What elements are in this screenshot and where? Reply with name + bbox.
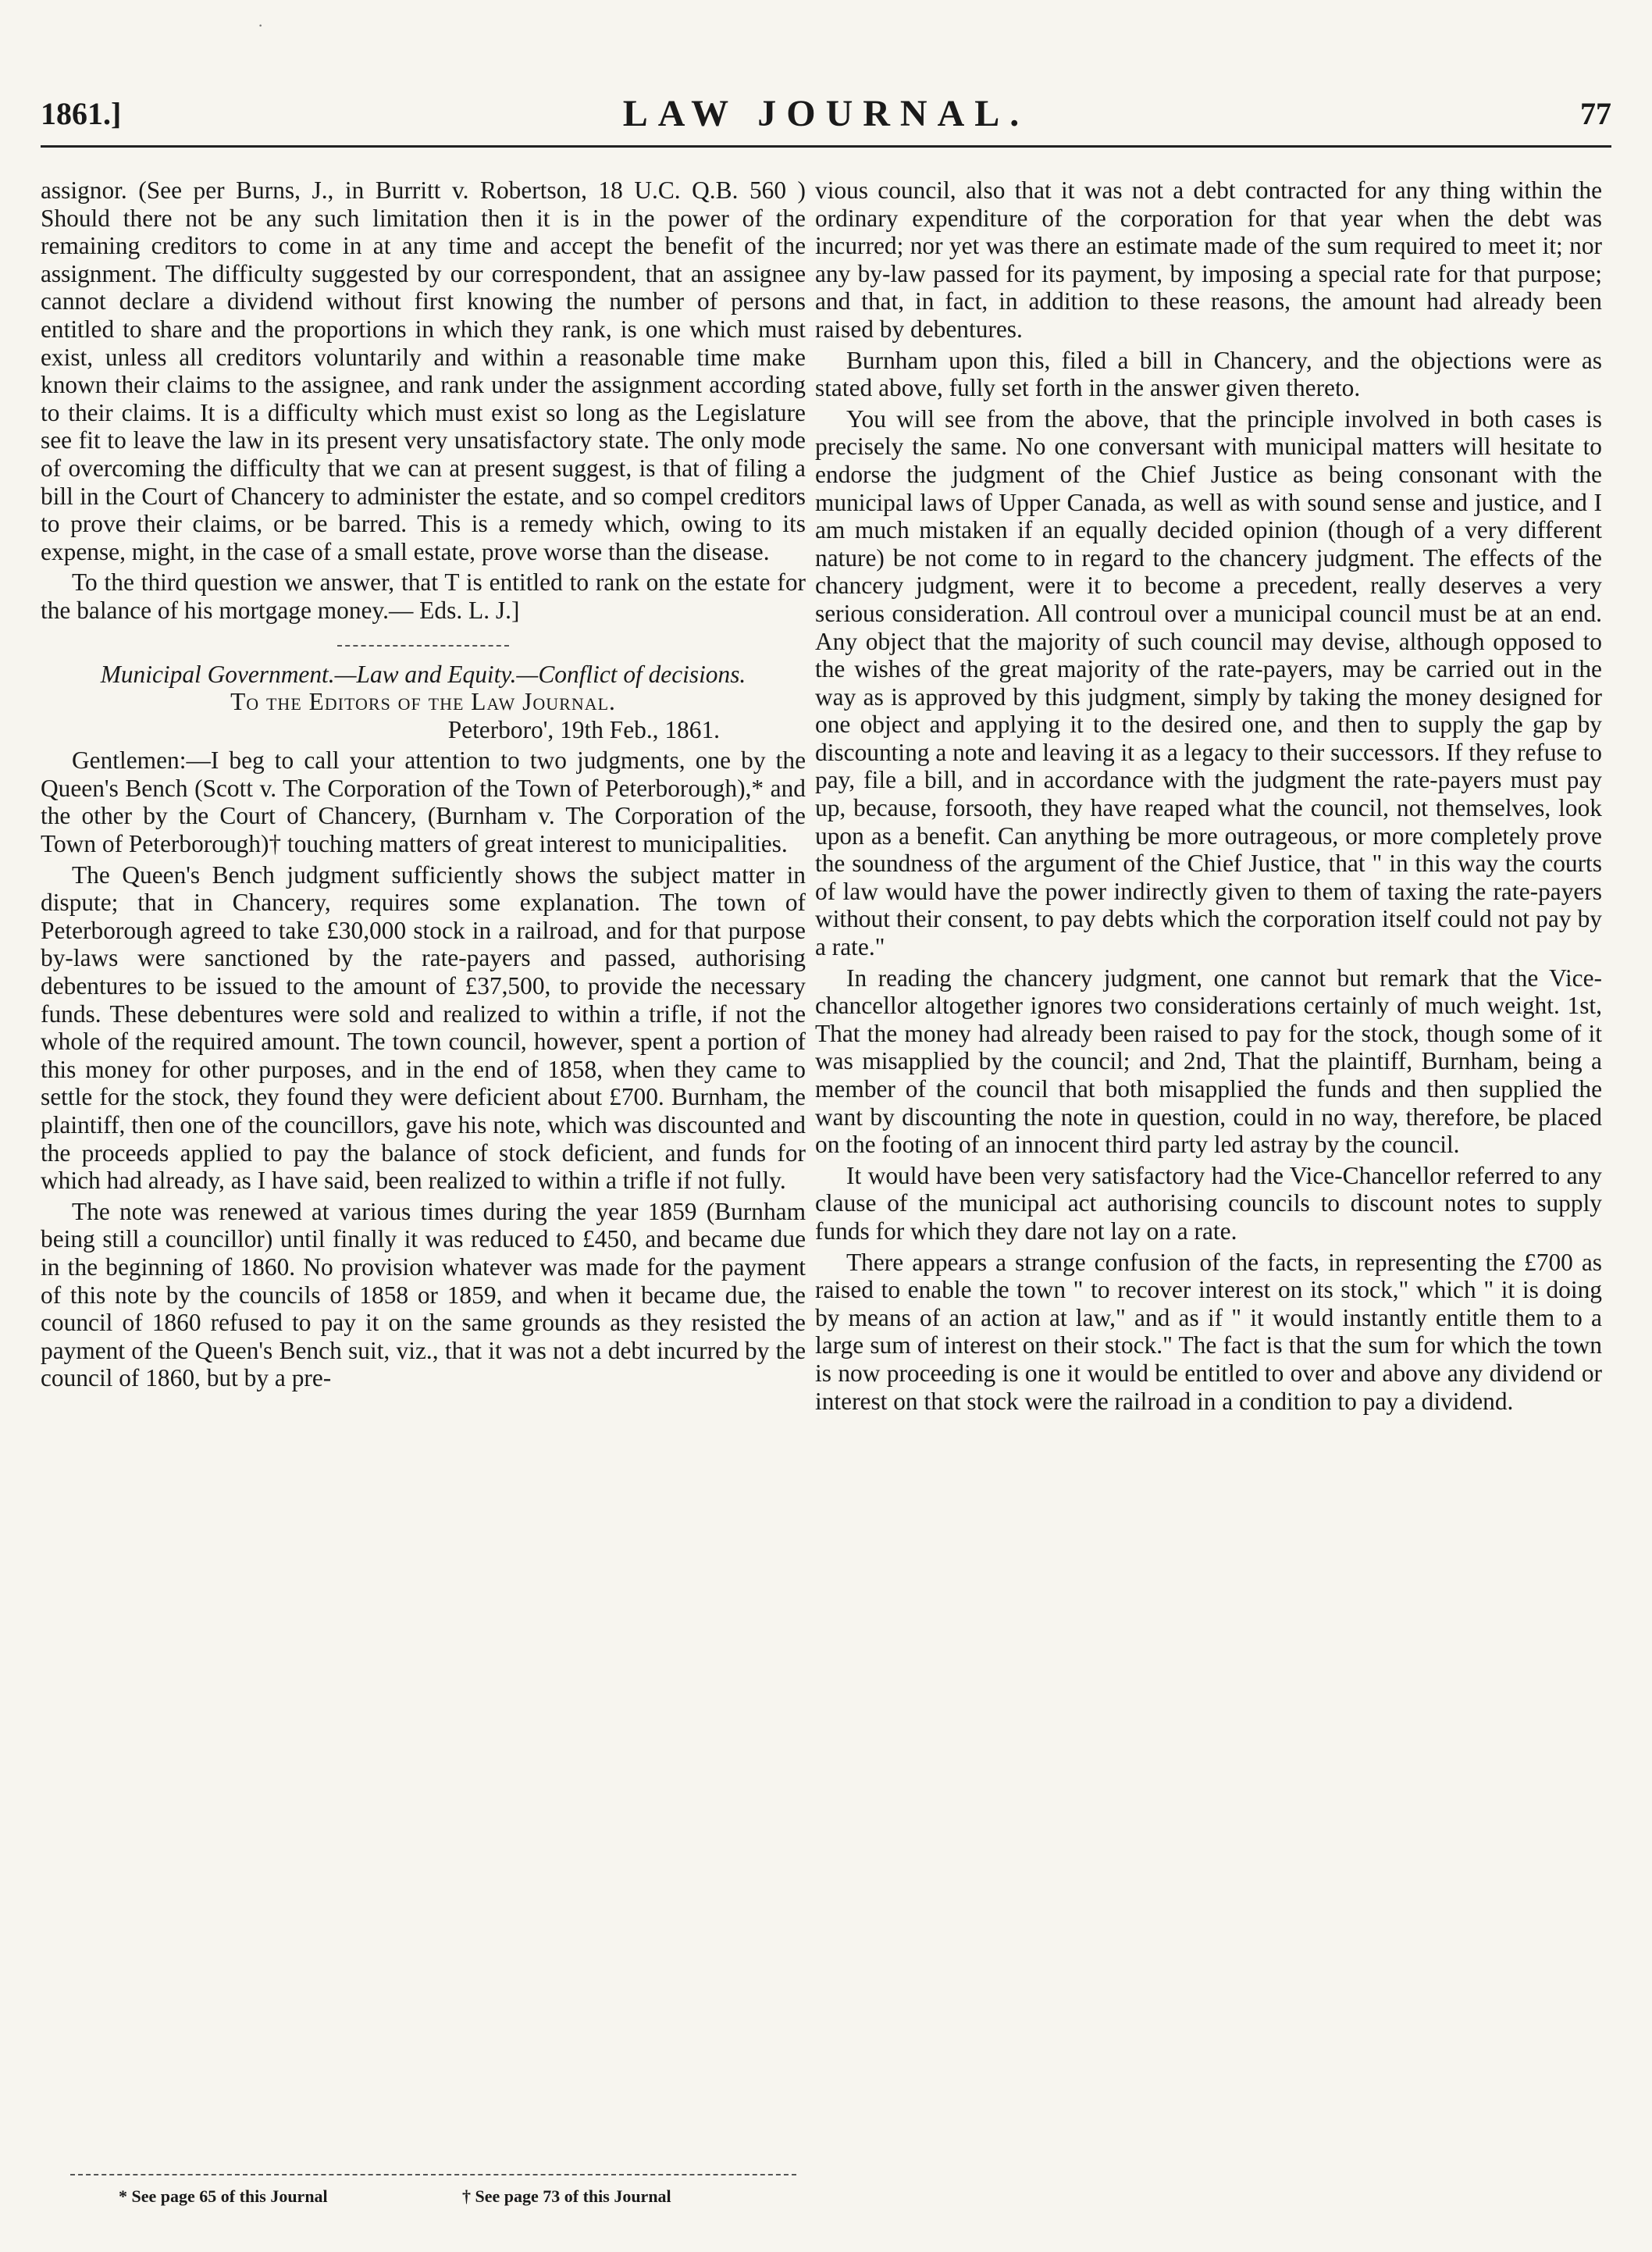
paragraph: In reading the chancery judgment, one cannot but remark that the Vice-chancellor altogether ignores two considerations certainly of much weight. 1st, That the money had already been raised to pay for the stock, though some of it was misapplied by the council; and 2nd, That the plaintiff, Burnham, being a member of the council that both misapplied the funds and then supplied the want by discounting the note in question, could in no way, therefore, be placed on the footing of an innocent third party led astray by the council. [815, 964, 1602, 1159]
running-head-title: LAW JOURNAL. [622, 93, 1030, 134]
paragraph: To the third question we answer, that T is entitled to rank on the estate for the balance of his mortgage money.— Eds. L. J.] [41, 568, 806, 624]
paragraph: vious council, also that it was not a debt contracted for any thing within the ordinary expenditure of the corporation for that year when the debt was incurred; nor yet was there an estimate made of the sum required to meet it; nor any by-law passed for its payment, by imposing a special rate for that purpose; and that, in fact, in addition to these reasons, the amount had already been raised by debentures. [815, 176, 1602, 343]
paragraph: assignor. (See per Burns, J., in Burritt v. Robertson, 18 U.C. Q.B. 560 ) Should there not be any such limitation then it is in the power of the remaining creditors to come in at any time and accept the benefit of the assignment. The difficulty suggested by our correspondent, that an assignee cannot declare a dividend without first knowing the number of persons entitled to share and the proportions in which they rank, is one which must exist, unless all creditors voluntarily and within a reasonable time make known their claims to the assignee, and rank under the assignment according to their claims. It is a difficulty which must exist so long as the Legislature see fit to leave the law in its present very unsatisfactory state. The only mode of overcoming the difficulty that we can at present suggest, is that of filing a bill in the Court of Chancery to administer the estate, and so compel creditors to prove their claims, or be barred. This is a remedy which, owing to its expense, might, in the case of a small estate, prove worse than the disease. [41, 176, 806, 565]
paragraph: There appears a strange confusion of the facts, in representing the £700 as raised to enable the town " to recover interest on its stock," which " it is doing by means of an action at law," and as if " it would instantly entitle them to a large sum of interest on their stock." The fact is that the sum for which the town is now proceeding is one it would be entitled to over and above any dividend or interest on that stock were the railroad in a condition to pay a dividend. [815, 1248, 1602, 1415]
letter-dateline: Peterboro', 19th Feb., 1861. [447, 715, 720, 743]
page-speck: · [258, 16, 264, 35]
right-column [815, 173, 1602, 1415]
paragraph: It would have been very satisfactory had the Vice-Chancellor referred to any clause of the municipal act authorising councils to discount notes to supply funds for which they dare not lay on a rate. [815, 1161, 1602, 1245]
letter-salutation-heading: To the Editors of the Law Journal. [230, 688, 616, 716]
footnote: † See page 73 of this Journal [462, 2186, 671, 2206]
header-rule [41, 145, 1611, 148]
paragraph: The Queen's Bench judgment sufficiently shows the subject matter in dispute; that in Chancery, requires some explanation. The town of Peterborough agreed to take £30,000 stock in a railroad, and for that purpose by-laws were sanctioned by the rate-payers and passed, authorising debentures to be issued to the amount of £37,500, to provide the necessary funds. These debentures were sold and realized to within a trifle, if not the whole of the required amount. The town council, however, spent a portion of this money for other purposes, and in the end of 1858, when they came to settle for the stock, they found they were deficient about £700. Burnham, the plaintiff, then one of the councillors, gave his note, which was discounted and the proceeds applied to pay the balance of stock deficient, and funds for which had already, as I have said, been realized to within a trifle if not fully. [41, 861, 806, 1195]
letter-title: Municipal Government.—Law and Equity.—Conflict of decisions. [100, 660, 746, 688]
paragraph: Gentlemen:—I beg to call your attention to two judgments, one by the Queen's Bench (Scott v. The Corporation of the Town of Peterborough),* and the other by the Court of Chancery, (Burnham v. The Corporation of the Town of Peterborough)† touching matters of great interest to municipalities. [41, 747, 806, 858]
running-head-year: 1861.] [41, 96, 122, 131]
paragraph: The note was renewed at various times during the year 1859 (Burnham being still a councillor) until finally it was reduced to £450, and became due in the beginning of 1860. No provision whatever was made for the payment of this note by the councils of 1858 or 1859, and when it became due, the council of 1860 refused to pay it on the same grounds as they resisted the payment of the Queen's Bench suit, viz., that it was not a debt incurred by the council of 1860, but by a pre- [41, 1197, 806, 1392]
page-number: 77 [1580, 96, 1611, 131]
paragraph: Burnham upon this, filed a bill in Chancery, and the objections were as stated above, fully set forth in the answer given thereto. [815, 346, 1602, 402]
footnote: * See page 65 of this Journal [119, 2186, 328, 2206]
paragraph: You will see from the above, that the principle involved in both cases is precisely the same. No one conversant with municipal matters will hesitate to endorse the judgment of the Chief Justice as being consonant with the municipal laws of Upper Canada, as well as with sound sense and justice, and I am much mistaken if an equally decided opinion (though of a very different nature) be not come to in regard to the chancery judgment. The effects of the chancery judgment, were it to become a precedent, really deserves a very serious consideration. All controul over a municipal council must be at an end. Any object that the majority of such council may devise, although opposed to the wishes of the great majority of the rate-payers, may be carried out in the way as is approved by this judgment, simply by taking the money designed for one object and applying it to the desired one, and then to supply the gap by discounting a note and leaving it as a legacy to their successors. If they refuse to pay, file a bill, and in accordance with the judgment the rate-payers must pay up, because, forsooth, they have reaped what the council, not themselves, look upon as a benefit. Can anything be more outrageous, or more completely prove the soundness of the argument of the Chief Justice, that " in this way the courts of law would have the power indirectly given to them of taxing the rate-payers without their consent, to pay debts which the corporation itself could not pay by a rate." [815, 404, 1602, 961]
left-column [41, 173, 806, 1392]
footnote-rule [70, 2174, 796, 2175]
section-separator [337, 645, 509, 647]
